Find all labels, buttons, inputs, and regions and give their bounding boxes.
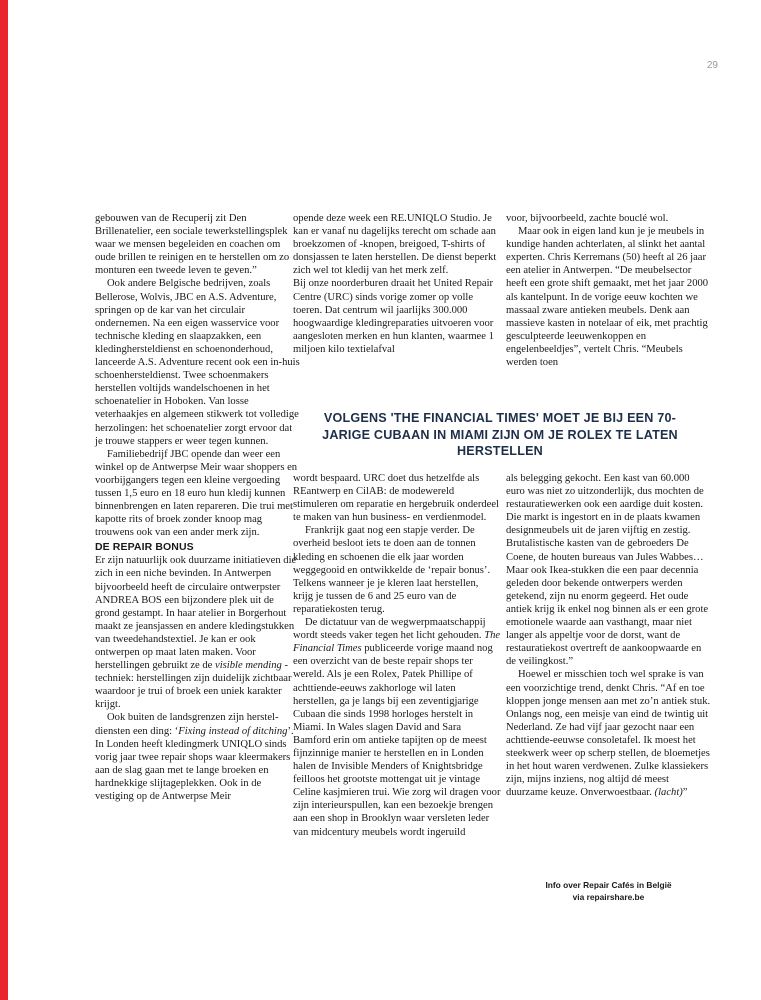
article-column-2-top <box>293 212 501 356</box>
paragraph: Ook buiten de landsgrenzen zijn hersteldiensten een ding: ‘Fixing instead of ditching’. In Londen heeft kledingmerk UNIQLO sinds vorig jaar twee repair shops waar kleermakers aan de slag gaan met te lange broeken en hardnekkige slijtageplekken. Ook in de vestiging op de Antwerpse Meir <box>95 712 294 803</box>
article-column-1 <box>95 212 300 803</box>
paragraph: Maar ook in eigen land kun je je meubels in kundige handen achterlaten, al slinkt het aantal experten. Chris Kerremans (50) heeft al 26 jaar een atelier in Antwerpen. “De meubelsector heeft een grote shift gemaakt, met het jaar 2000 als kantelpunt. In de vorige eeuw kochten we massaal zware antieken meubels. Denk aan massieve kasten in notelaar of eik, met prachtig gesculpteerde leeuwenkoppen en engelenbeeldjes”, vertelt Chris. “Meubels werden toen <box>506 226 709 369</box>
paragraph: gebouwen van de Recuperij zit Den Brillenatelier, een sociale tewerkstellingsplek waar we mensen begeleiden en coachen om oude brillen te reinigen en te herstellen om zo monturen een tweede leven te geven.” <box>95 213 290 277</box>
paragraph: als belegging gekocht. Een kast van 60.000 euro was niet zo uitzonderlijk, dus mochten de restauratiewerken ook een aardige duit kosten. Die markt is ingestort en in de plaats kwamen designmeubels uit de jaren vijftig en zestig. Brutalistische kasten van de gebroeders De Coene, de houten bureaus van Jules Wabbes… Maar ook Ikea-stukken die een paar decennia geleden door bekende ontwerpers werden getekend, zijn nu enorm gegeerd. Het oude antiek krijg ik enkel nog binnen als er een grote emotionele waarde aan vasthangt, maar niet langer als appeltje voor de dorst, want de restauratiekost overtreft de aankoopwaarde en de veilingkost.” <box>506 473 709 668</box>
info-link-text: via repairshare.be <box>572 891 645 902</box>
paragraph: Hoewel er misschien toch wel sprake is van een voorzichtige trend, denkt Chris. “Af en toe kloppen jonge mensen aan met zo’n antiek stuk. Onlangs nog, een meisje van eind de twintig uit Nederland. Ze had vijf jaar gezocht naar een achttiende-eeuwse consoletafel. Ik moest het steekwerk weer op scherp stellen, de bloemetjes in het hout waren verdwenen. Zulke klassiekers zijn, mijns inziens, nog altijd dé meest duurzame keuze. Onverwoestbaar. (lacht)” <box>506 669 711 799</box>
article-column-2-bottom <box>293 472 501 839</box>
paragraph: Ook andere Belgische bedrijven, zoals Bellerose, Wolvis, JBC en A.S. Adventure, springen op de kar van het circulair ondernemen. Na een eigen wasservice voor technische kleding en slaapzakken, een kledinghersteldienst en schoenonderhoud, lanceerde A.S. Adventure recent ook een in-huis schoenhersteldienst. Twee schoenmakers herstellen voltijds wandelschoenen in het schoenatelier in Hoboken. Van losse veterhaakjes en algemeen stikwerk tot volledige herzolingen: het schoenatelier zorgt ervoor dat je trouwe stappers er weer tegen kunnen. <box>95 278 300 447</box>
info-line: Info over Repair Cafés in België <box>545 880 672 890</box>
paragraph: wordt bespaard. URC doet dus hetzelfde als REantwerp en CilAB: de modewereld stimuleren om reparatie en hergebruik onderdeel te maken van hun business- en verdienmodel. <box>293 473 500 524</box>
section-heading: DE REPAIR BONUS <box>95 541 194 554</box>
paragraph: De dictatuur van de wegwerpmaatschappij wordt steeds vaker tegen het licht gehouden. The Financial Times publiceerde vorige maand nog een overzicht van de beste repair shops ter wereld. Als je een Rolex, Patek Phillipe of achttiende-eeuws zakhorloge wil laten herstellen, ga je langs bij een zeventigjarige Cubaan die sinds 1998 horloges herstelt in Miami. In Wales slagen David and Sara Bamford erin om antieke tapijten op de meest fijnzinnige manier te herstellen en in Londen halen de Invisible Menders of Knightsbridge feilloos het grootste mottengat uit je vintage Celine kasjmieren trui. Wie zorg wil dragen voor zijn interieurspullen, kan een bezoekje brengen aan een shop in Brooklyn waar versleten leder van midcentury meubels wordt ingeruild <box>293 617 501 838</box>
info-note <box>506 880 711 903</box>
paragraph: Bij onze noorderburen draait het United Repair Centre (URC) sinds vorige zomer op volle toeren. Dat centrum wil jaarlijks 300.000 hoogwaardige kledingreparaties uitvoeren voor aangesloten merken en hun klanten, waarmee 1 miljoen kilo textielafval <box>293 278 494 355</box>
red-accent-bar <box>0 0 8 1000</box>
pull-quote: VOLGENS 'THE FINANCIAL TIMES' MOET JE BIJ EEN 70-JARIGE CUBAAN IN MIAMI ZIJN OM JE ROLEX TE LATEN HERSTELLEN <box>322 411 678 458</box>
paragraph: voor, bijvoorbeeld, zachte bouclé wol. <box>506 213 669 224</box>
paragraph: Frankrijk gaat nog een stapje verder. De overheid besloot iets te doen aan de tonnen kleding en schoenen die elk jaar worden weggegooid en ontwikkelde de ‘repair bonus’. Telkens wanneer je je kleren laat herstellen, krijg je tussen de 6 and 25 euro van de reparatiekosten terug. <box>293 525 491 615</box>
article-column-3-top <box>506 212 711 369</box>
page-number: 29 <box>706 60 718 71</box>
paragraph: Familiebedrijf JBC opende dan weer een winkel op de Antwerpse Meir waar shoppers en voorbijgangers tegen een kleine vergoeding tussen 1,5 euro en 18 euro hun kledij kunnen binnenbrengen en laten repareren. Die trui met kapotte rits of broek zonder knoop mag trouwens ook van een ander merk zijn. <box>95 448 298 539</box>
article-column-3-bottom <box>506 472 711 799</box>
paragraph: Er zijn natuurlijk ook duurzame initiatieven die zich in een niche bevinden. In Antwerpen bijvoorbeeld heeft de circulaire ontwerpster ANDREA BOS een bijzondere plek uit de grond gestampt. In haar atelier in Borgerhout maakt ze jeansjassen en andere kledingstukken van tweedehandstextiel. Je kan er ook ontwerpen op maat laten maken. Voor herstellingen gebruikt ze de visible mending -techniek: herstellingen zijn duidelijk zichtbaar waardoor je trui of broek een uniek karakter krijgt. <box>95 555 297 711</box>
paragraph: opende deze week een RE.UNIQLO Studio. Je kan er vanaf nu dagelijks terecht om schade aan broekzomen of -knopen, breigoed, T-shirts of donsjassen te laten herstellen. De dienst beperkt zich wel tot kledij van het merk zelf. <box>293 213 497 277</box>
